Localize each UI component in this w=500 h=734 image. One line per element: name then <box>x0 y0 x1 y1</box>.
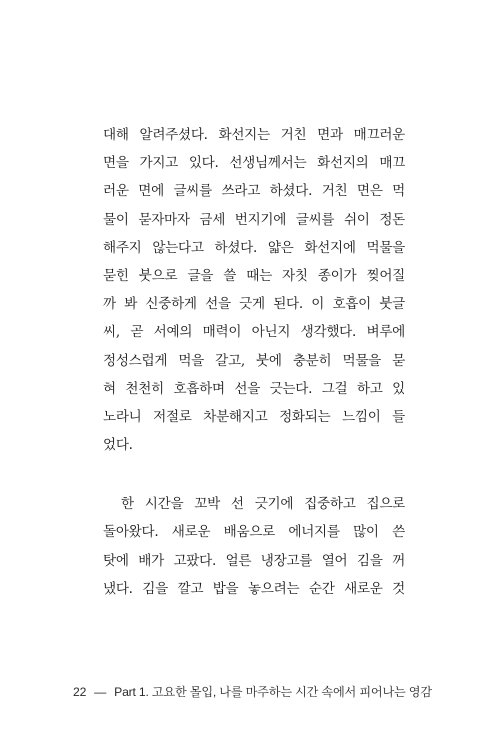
text-line: 탓에 배가 고팠다. 얼른 냉장고를 열어 김을 꺼 <box>103 552 405 569</box>
paragraph-1 <box>103 121 405 459</box>
page-footer <box>73 683 433 700</box>
footer-dash: — <box>94 685 107 699</box>
text-line: 물이 묻자마자 금세 번지기에 글씨를 쉬이 정돈 <box>103 211 405 228</box>
text-line: 씨, 곧 서예의 매력이 아닌지 생각했다. 벼루에 <box>103 324 405 341</box>
text-line: 정성스럽게 먹을 갈고, 붓에 충분히 먹물을 묻 <box>103 352 405 369</box>
paragraph-gap <box>103 459 405 490</box>
text-line: 묻힌 붓으로 글을 쓸 때는 자칫 종이가 찢어질 <box>103 267 405 284</box>
text-line: 대해 알려주셨다. 화선지는 거친 면과 매끄러운 <box>103 127 405 143</box>
text-line: 까 봐 신중하게 선을 긋게 된다. 이 호흡이 붓글 <box>103 296 405 313</box>
text-line: 해주지 않는다고 하셨다. 얇은 화선지에 먹물을 <box>103 239 405 256</box>
text-line: 면을 가지고 있다. 선생님께서는 화선지의 매끄 <box>103 155 405 172</box>
text-line: 돌아왔다. 새로운 배움으로 에너지를 많이 쓴 <box>103 524 405 541</box>
page-number: 22 <box>73 685 87 699</box>
body-text <box>103 121 405 603</box>
text-line: 러운 면에 글씨를 쓰라고 하셨다. 거친 면은 먹 <box>103 183 405 200</box>
text-line: 한 시간을 꼬박 선 긋기에 집중하고 집으로 <box>121 496 405 513</box>
running-title: Part 1. 고요한 몰입, 나를 마주하는 시간 속에서 피어나는 영감 <box>114 685 432 699</box>
text-line: 냈다. 김을 깔고 밥을 놓으려는 순간 새로운 것 <box>103 580 405 597</box>
text-line: 었다. <box>103 437 133 454</box>
text-line: 노라니 저절로 차분해지고 정화되는 느낌이 들 <box>103 408 405 425</box>
text-line: 혀 천천히 호흡하며 선을 긋는다. 그걸 하고 있 <box>103 380 405 397</box>
paragraph-2 <box>103 490 405 603</box>
